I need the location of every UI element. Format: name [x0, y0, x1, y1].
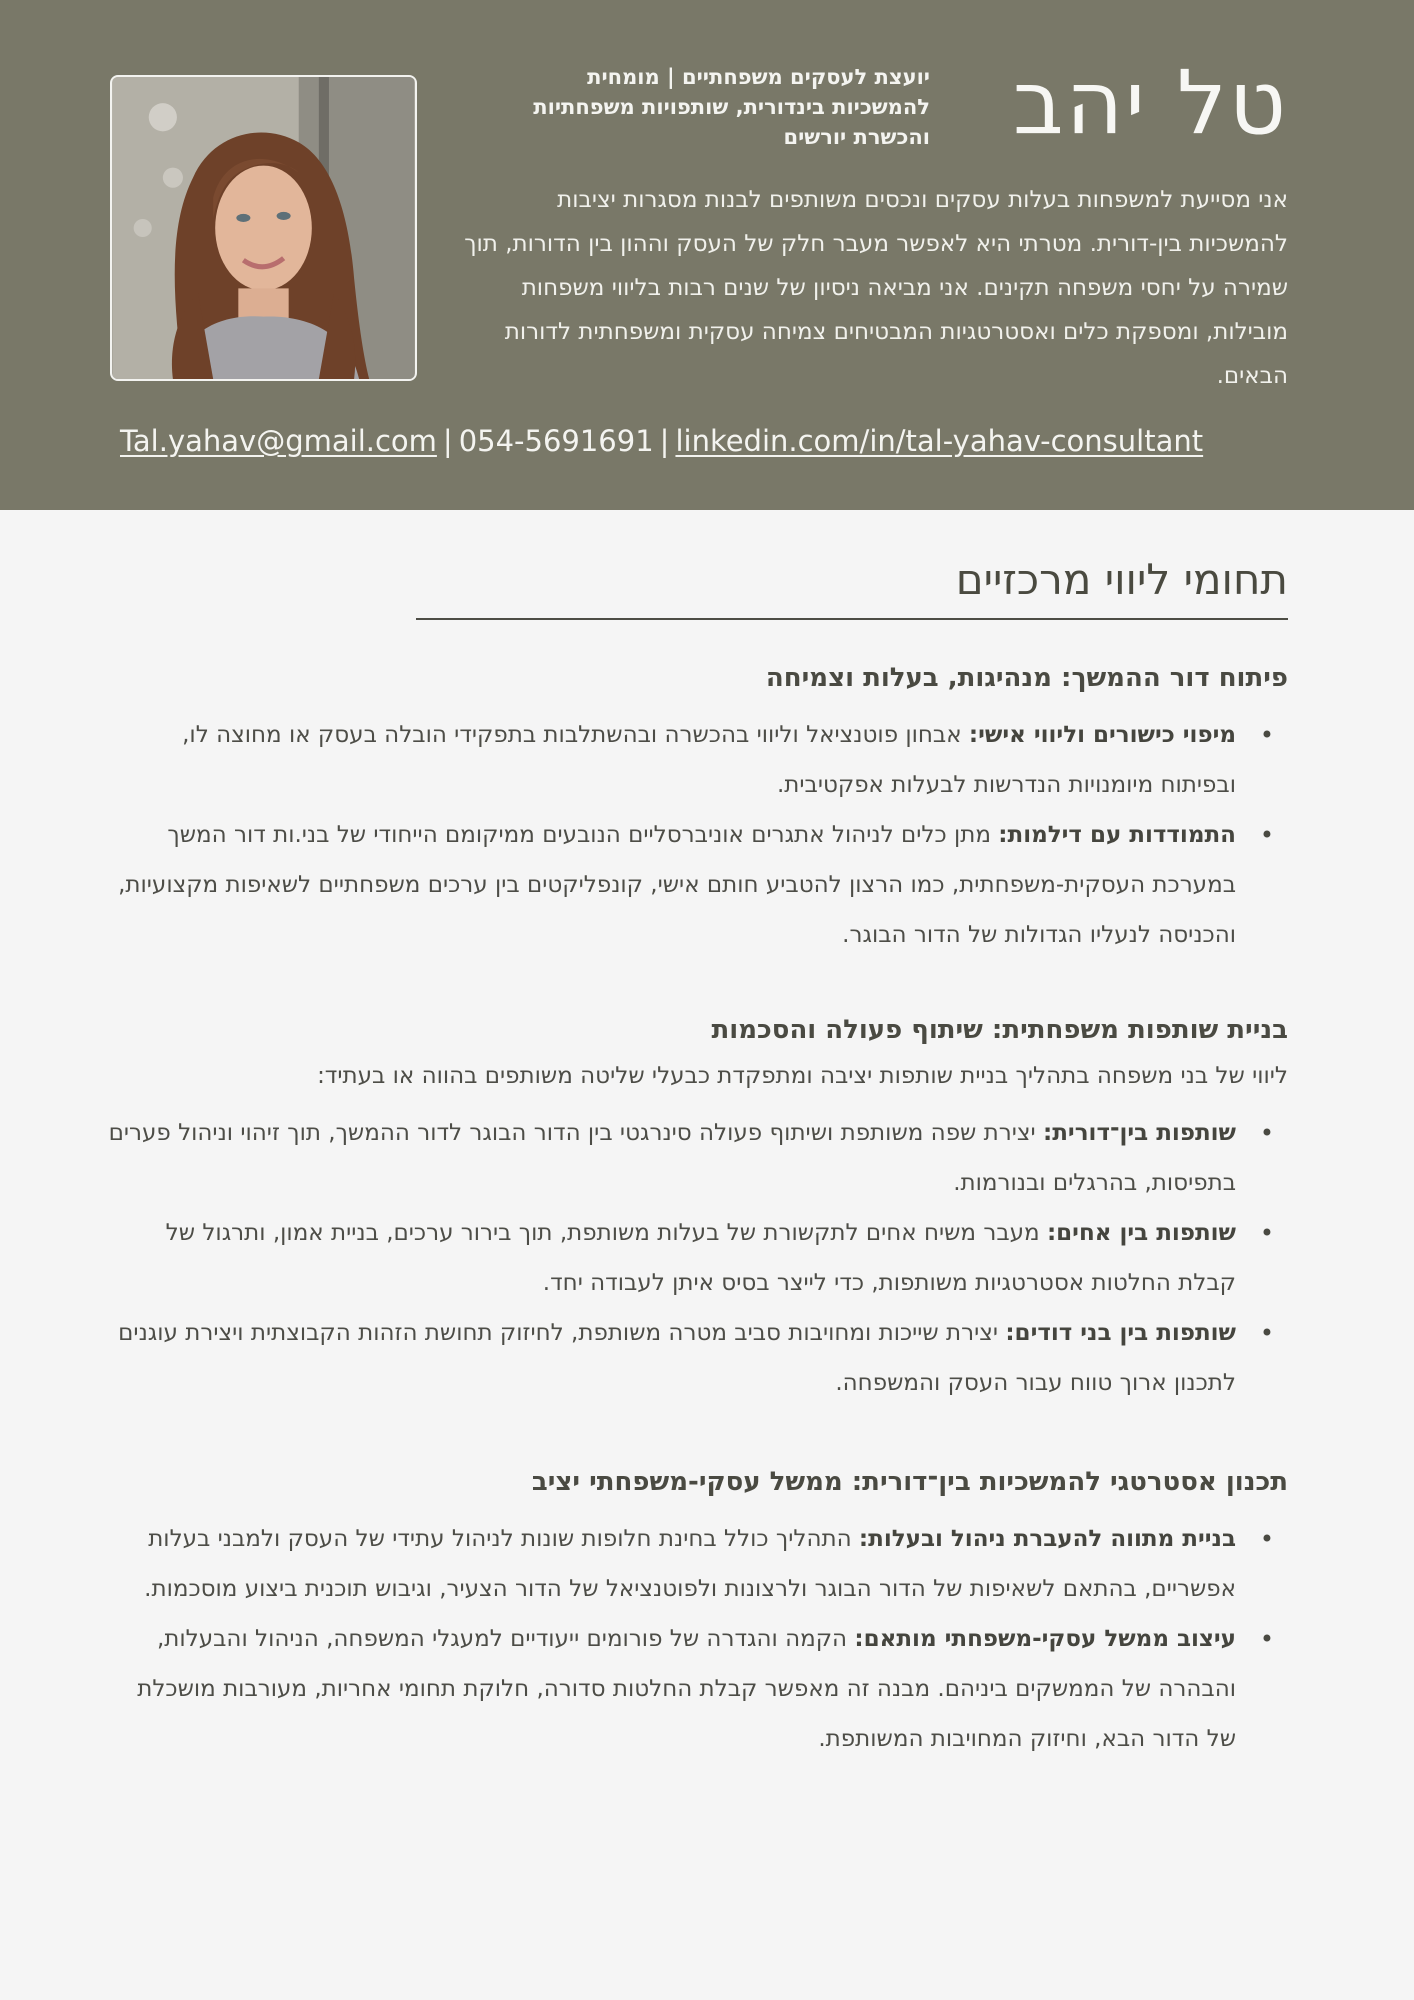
- item-text: אבחון פוטנציאל וליווי בהכשרה ובהשתלבות בתפקידי הובלה בעסק או מחוצה לו, ובפיתוח מיומנויות הנדרשות לבעלות אפקטיבית.: [182, 722, 1236, 798]
- separator: |: [659, 424, 670, 458]
- bullet-list: [108, 1108, 1288, 1408]
- section-family-partnership: [108, 1010, 1288, 1408]
- email-link[interactable]: Tal.yahav@gmail.com: [120, 424, 437, 458]
- list-item: [108, 710, 1288, 810]
- item-text: התהליך כולל בחינת חלופות שונות לניהול עתידי של העסק ולמבני בעלות אפשריים, בהתאם לשאיפות של הדור הבוגר ולרצונות ולפוטנציאל של הדור הצעיר, וגיבוש תוכנית ביצוע מוסכמות.: [144, 1526, 1236, 1602]
- item-text: יצירת שפה משותפת ושיתוף פעולה סינרגטי בין הדור הבוגר לדור ההמשך, תוך זיהוי וניהול פערים בתפיסות, בהרגלים ובנורמות.: [108, 1120, 1236, 1196]
- item-label: שותפות בין אחים:: [1046, 1220, 1236, 1246]
- contact-line: [120, 424, 1300, 458]
- phone-number: 054-5691691: [458, 424, 654, 458]
- subsection-heading: תכנון אסטרטגי להמשכיות בין־דורית: ממשל עסקי-משפחתי יציב: [531, 1467, 1288, 1497]
- subsection-intro: ליווי של בני משפחה בתהליך בניית שותפות יציבה ומתפקדת כבעלי שליטה משותפים בהווה או בעתיד:: [317, 1063, 1288, 1089]
- item-label: עיצוב ממשל עסקי-משפחתי מותאם:: [854, 1626, 1236, 1652]
- section-title: תחומי ליווי מרכזיים: [416, 555, 1288, 620]
- subsection-heading: בניית שותפות משפחתית: שיתוף פעולה והסכמות: [711, 1015, 1288, 1045]
- item-text: מתן כלים לניהול אתגרים אוניברסליים הנובעים ממיקומם הייחודי של בני.ות דור המשך במערכת העסקית-משפחתית, כמו הרצון להטביע חותם אישי, קונפליקטים בין ערכים משפחתיים לשאיפות מקצועיות, והכניסה לנעליו הגדולות של הדור הבוגר.: [118, 822, 1236, 948]
- list-item: [108, 1514, 1288, 1614]
- list-item: [108, 1614, 1288, 1764]
- item-label: שותפות בין־דורית:: [1043, 1120, 1236, 1146]
- bullet-list: [108, 710, 1288, 960]
- list-item: [108, 1108, 1288, 1208]
- person-name: טל יהב: [1012, 51, 1288, 154]
- item-text: הקמה והגדרה של פורומים ייעודיים למעגלי המשפחה, הניהול והבעלות, והבהרה של הממשקים ביניהם. מבנה זה מאפשר קבלת החלטות סדורה, חלוקת תחומי אחריות, מעורבות מושכלת של הדור הבא, וחיזוק המחויבות המשותפת.: [137, 1626, 1236, 1752]
- separator: |: [442, 424, 453, 458]
- list-item: [108, 1208, 1288, 1308]
- item-label: שותפות בין בני דודים:: [1005, 1320, 1236, 1346]
- subsection-heading: פיתוח דור ההמשך: מנהיגות, בעלות וצמיחה: [765, 663, 1288, 693]
- bio-paragraph: אני מסייעת למשפחות בעלות עסקים ונכסים משותפים לבנות מסגרות יציבות להמשכיות בין-דורית. מטרתי היא לאפשר מעבר חלק של העסק וההון בין הדורות, תוך שמירה על יחסי משפחה תקינים. אני מביאה ניסיון של שנים רבות בליווי משפחות מובילות, ומספקת כלים ואסטרטגיות המבטיחים צמיחה עסקית ומשפחתית לדורות הבאים.: [464, 187, 1288, 389]
- item-label: מיפוי כישורים וליווי אישי:: [968, 722, 1236, 748]
- list-item: [108, 810, 1288, 960]
- portrait-illustration: [112, 77, 415, 379]
- professional-title: יועצת לעסקים משפחתיים | מומחית להמשכיות בינדורית, שותפויות משפחתיות והכשרת יורשים: [533, 65, 930, 149]
- item-text: יצירת שייכות ומחויבות סביב מטרה משותפת, לחיזוק תחושת הזהות הקבוצתית ויצירת עוגנים לתכנון ארוך טווח עבור העסק והמשפחה.: [118, 1320, 1236, 1396]
- section-strategic-planning: [108, 1462, 1288, 1764]
- item-text: מעבר משיח אחים לתקשורת של בעלות משותפת, תוך בירור ערכים, בניית אמון, ותרגול של קבלת החלטות אסטרטגיות משותפות, כדי לייצר בסיס איתן לעבודה יחד.: [165, 1220, 1236, 1296]
- item-label: התמודדות עם דילמות:: [998, 822, 1236, 848]
- bullet-list: [108, 1514, 1288, 1764]
- section-next-generation: [108, 658, 1288, 960]
- header-banner: [0, 0, 1414, 510]
- profile-photo: [110, 75, 417, 381]
- linkedin-link[interactable]: linkedin.com/in/tal-yahav-consultant: [675, 424, 1204, 458]
- list-item: [108, 1308, 1288, 1408]
- item-label: בניית מתווה להעברת ניהול ובעלות:: [858, 1526, 1236, 1552]
